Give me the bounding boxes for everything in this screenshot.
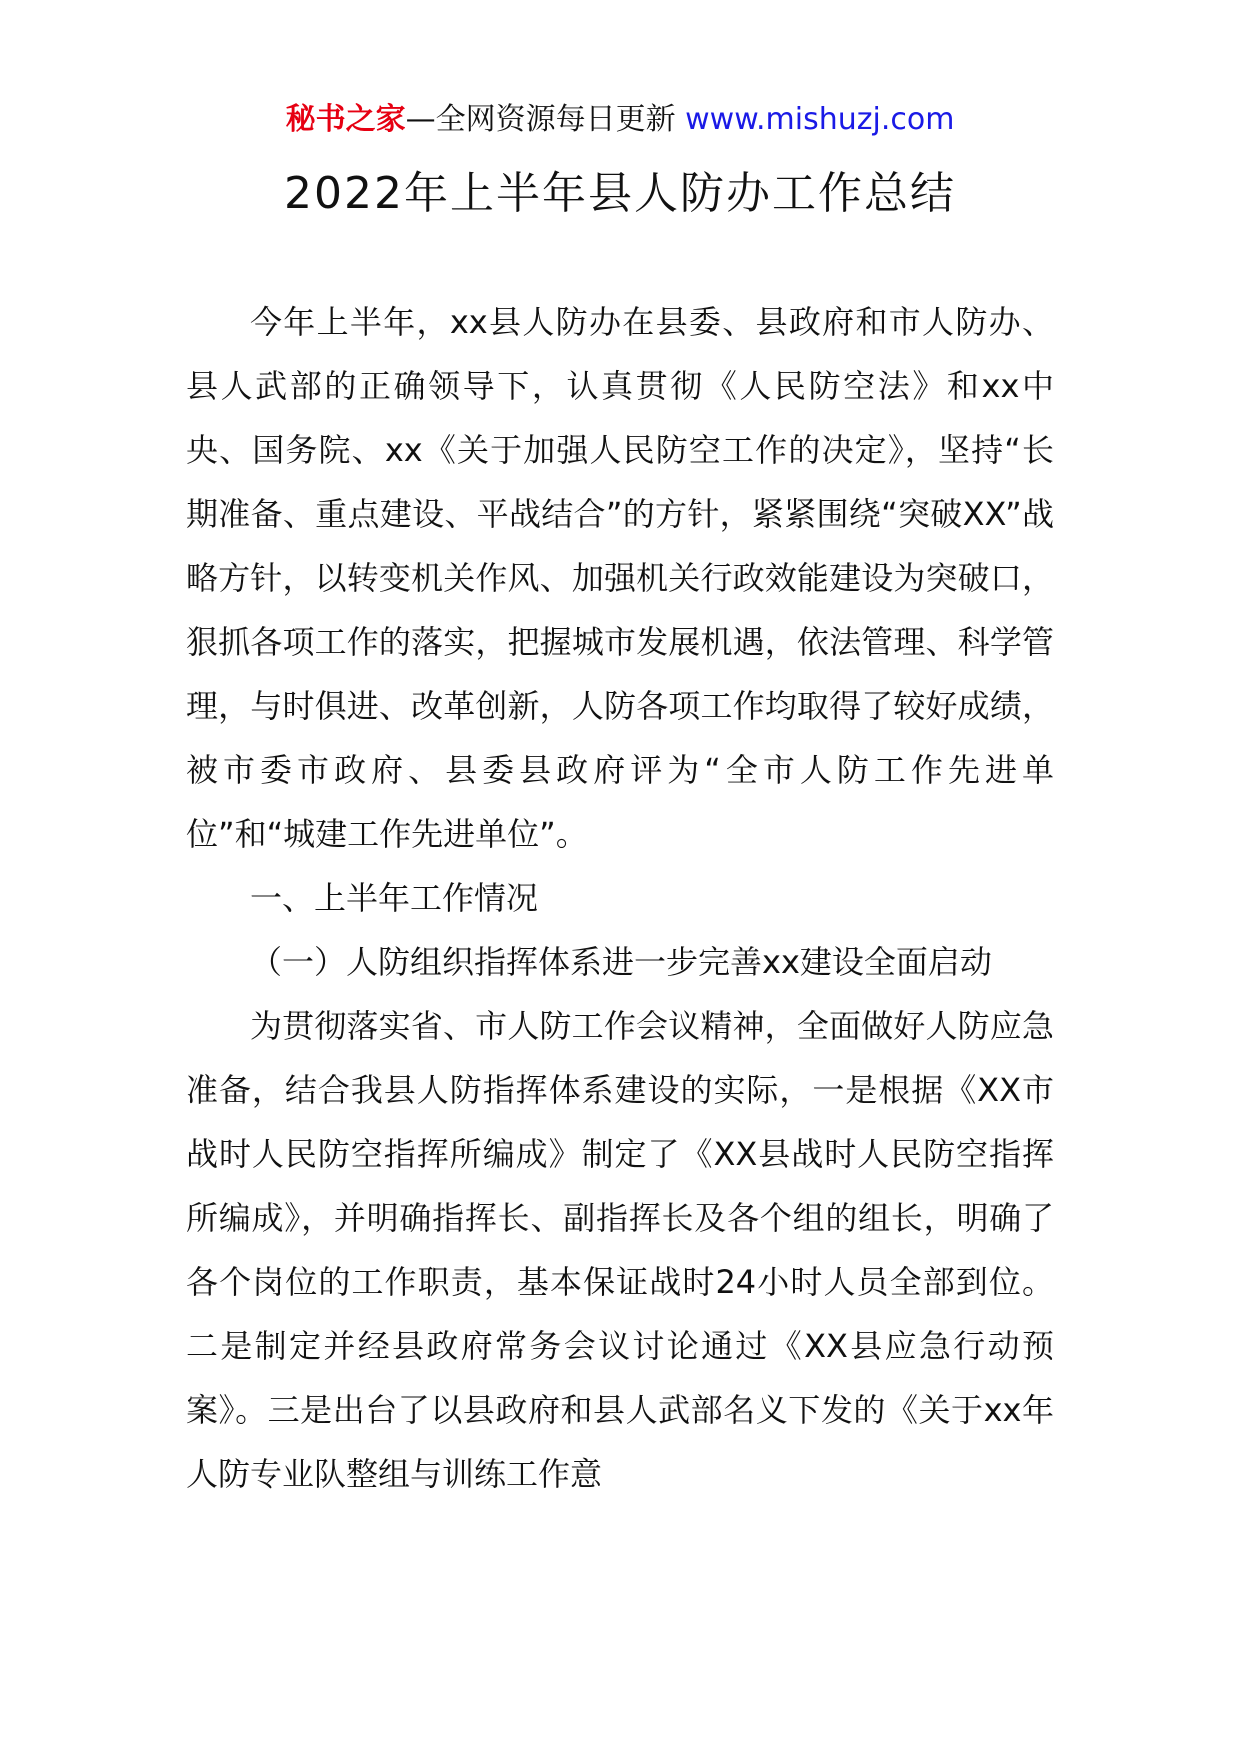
intro-paragraph: 今年上半年，xx县人防办在县委、县政府和市人防办、县人武部的正确领导下，认真贯彻《人民防空法》和xx中央、国务院、xx《关于加强人民防空工作的决定》，坚持“长期准备、重点建设、平战结合”的方针，紧紧围绕“突破XX”战略方针，以转变机关作风、加强机关行政效能建设为突破口，狠抓各项工作的落实，把握城市发展机遇，依法管理、科学管理，与时俱进、改革创新，人防各项工作均取得了较好成绩，被市委市政府、县委县政府评为“全市人防工作先进单位”和“城建工作先进单位”。 [186,303,1054,853]
site-url-link[interactable]: www.mishuzj.com [685,102,955,137]
subsection-heading: （一）人防组织指挥体系进一步完善xx建设全面启动 [250,943,992,981]
section-heading: 一、上半年工作情况 [250,879,539,917]
site-header [0,100,1240,140]
document-body [186,290,1054,1506]
document-title: 2022年上半年县人防办工作总结 [284,168,956,219]
subsection-paragraph: 为贯彻落实省、市人防工作会议精神，全面做好人防应急准备，结合我县人防指挥体系建设的实际，一是根据《XX市战时人民防空指挥所编成》制定了《XX县战时人民防空指挥所编成》，并明确指挥长、副指挥长及各个组的组长，明确了各个岗位的工作职责，基本保证战时24小时人员全部到位。二是制定并经县政府常务会议讨论通过《XX县应急行动预案》。三是出台了以县政府和县人武部名义下发的《关于xx年人防专业队整组与训练工作意 [186,1007,1054,1493]
site-tagline: —全网资源每日更新 [405,102,676,137]
site-brand: 秘书之家 [285,102,406,137]
